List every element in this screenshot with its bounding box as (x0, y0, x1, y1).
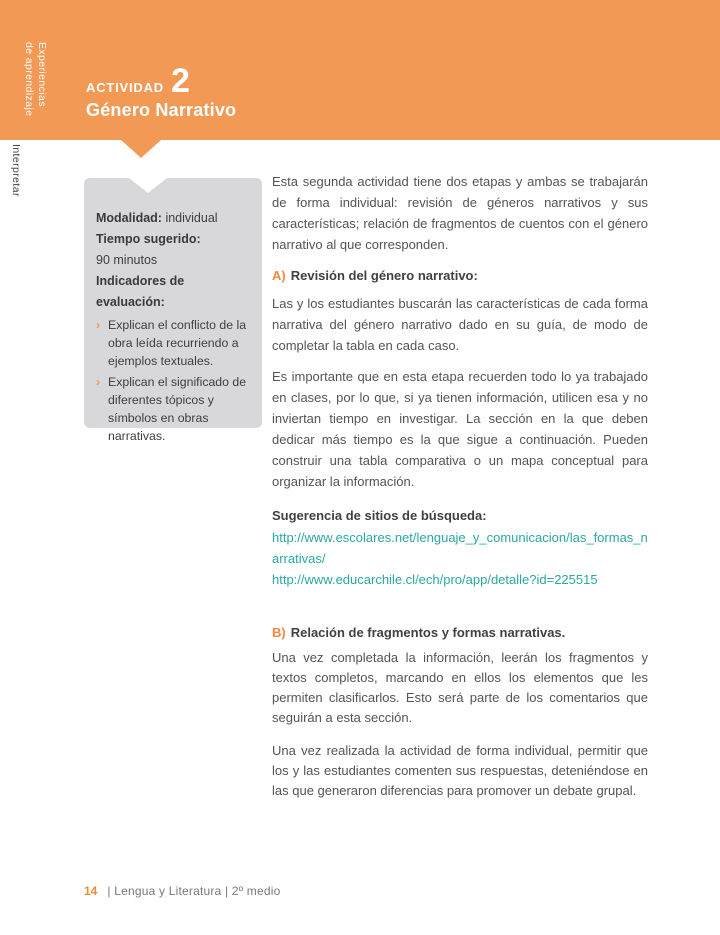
indicadores-label: Indicadores de evaluación: (96, 274, 185, 309)
indicator-bullet-1 (96, 316, 253, 370)
info-box-notch (129, 178, 167, 193)
modalidad-label: Modalidad: (96, 211, 162, 225)
bullet-text: Explican el conflicto de la obra leída recurriendo a ejemplos textuales. (108, 318, 247, 368)
footer-text: | Lengua y Literatura | 2º medio (107, 884, 281, 898)
header-band (0, 0, 720, 140)
section-a-letter: A) (272, 268, 286, 283)
activity-title: Género Narrativo (86, 100, 237, 120)
link-escolares[interactable]: http://www.escolares.net/lenguaje_y_comunicacion/las_formas_narrativas/ (272, 530, 648, 566)
bullet-text: Explican el significado de diferentes tópicos y símbolos en obras narrativas. (108, 375, 247, 443)
section-a-paragraph-2: Es importante que en esta etapa recuerden todo lo ya trabajado en clases, por lo que, si ya tienen información, utilicen esa y no inviertan tiempo en investigar. La sección en la que deben dedicar más tiempo es la que sigue a continuación. Pueden construir una tabla comparativa o un mapa conceptual para organizar la información. (272, 369, 648, 489)
side-label-line2: de aprendizaje (23, 42, 35, 117)
activity-number: 2 (170, 62, 190, 100)
activity-header (86, 64, 236, 121)
section-b-title: Relación de fragmentos y formas narrativas. (290, 625, 566, 640)
experiencias-vertical-label (22, 42, 48, 138)
activity-info-box (84, 178, 262, 443)
section-b-letter: B) (272, 625, 286, 640)
section-a-title: Revisión del género narrativo: (290, 268, 478, 283)
search-suggestion-heading: Sugerencia de sitios de búsqueda: (272, 508, 487, 523)
page-footer (84, 884, 280, 898)
activity-kicker: ACTIVIDAD (86, 80, 164, 95)
bullet-icon: › (96, 318, 101, 332)
tiempo-value: 90 minutos (96, 253, 158, 267)
page-number: 14 (84, 884, 98, 898)
bullet-icon: › (96, 375, 101, 389)
section-a-heading (272, 265, 648, 286)
indicator-bullet-2 (96, 373, 253, 445)
section-b-heading (272, 622, 648, 643)
search-links (272, 527, 648, 590)
side-label-line1: Experiencias (36, 42, 48, 107)
modalidad-value: individual (161, 211, 218, 225)
section-b-paragraph-2: Una vez realizada la actividad de forma individual, permitir que los y las estudiantes comenten sus respuestas, deteniéndose en las que generaron diferencias para promover un debate grupal. (272, 743, 648, 798)
tiempo-label: Tiempo sugerido: (96, 232, 201, 246)
section-a-paragraph-1: Las y los estudiantes buscarán las características de cada forma narrativa del género narrativo dado en su guía, de modo de completar la tabla en cada caso. (272, 296, 648, 353)
header-band-pointer (121, 140, 161, 158)
interpretar-vertical-label: Interpretar (10, 144, 22, 197)
intro-paragraph: Esta segunda actividad tiene dos etapas y ambas se trabajarán de forma individual: revisión de géneros narrativos y sus características; relación de fragmentos de cuentos con el género narrativo al que corresponden. (272, 174, 648, 252)
modalidad-line (96, 208, 253, 229)
section-b-paragraph-1: Una vez completada la información, leerán los fragmentos y textos completos, marcando en ellos los elementos que les permiten clasificarlos. Esto será parte de los comentarios que seguirán a esta sección. (272, 650, 648, 725)
link-educarchile[interactable]: http://www.educarchile.cl/ech/pro/app/detalle?id=225515 (272, 572, 598, 587)
